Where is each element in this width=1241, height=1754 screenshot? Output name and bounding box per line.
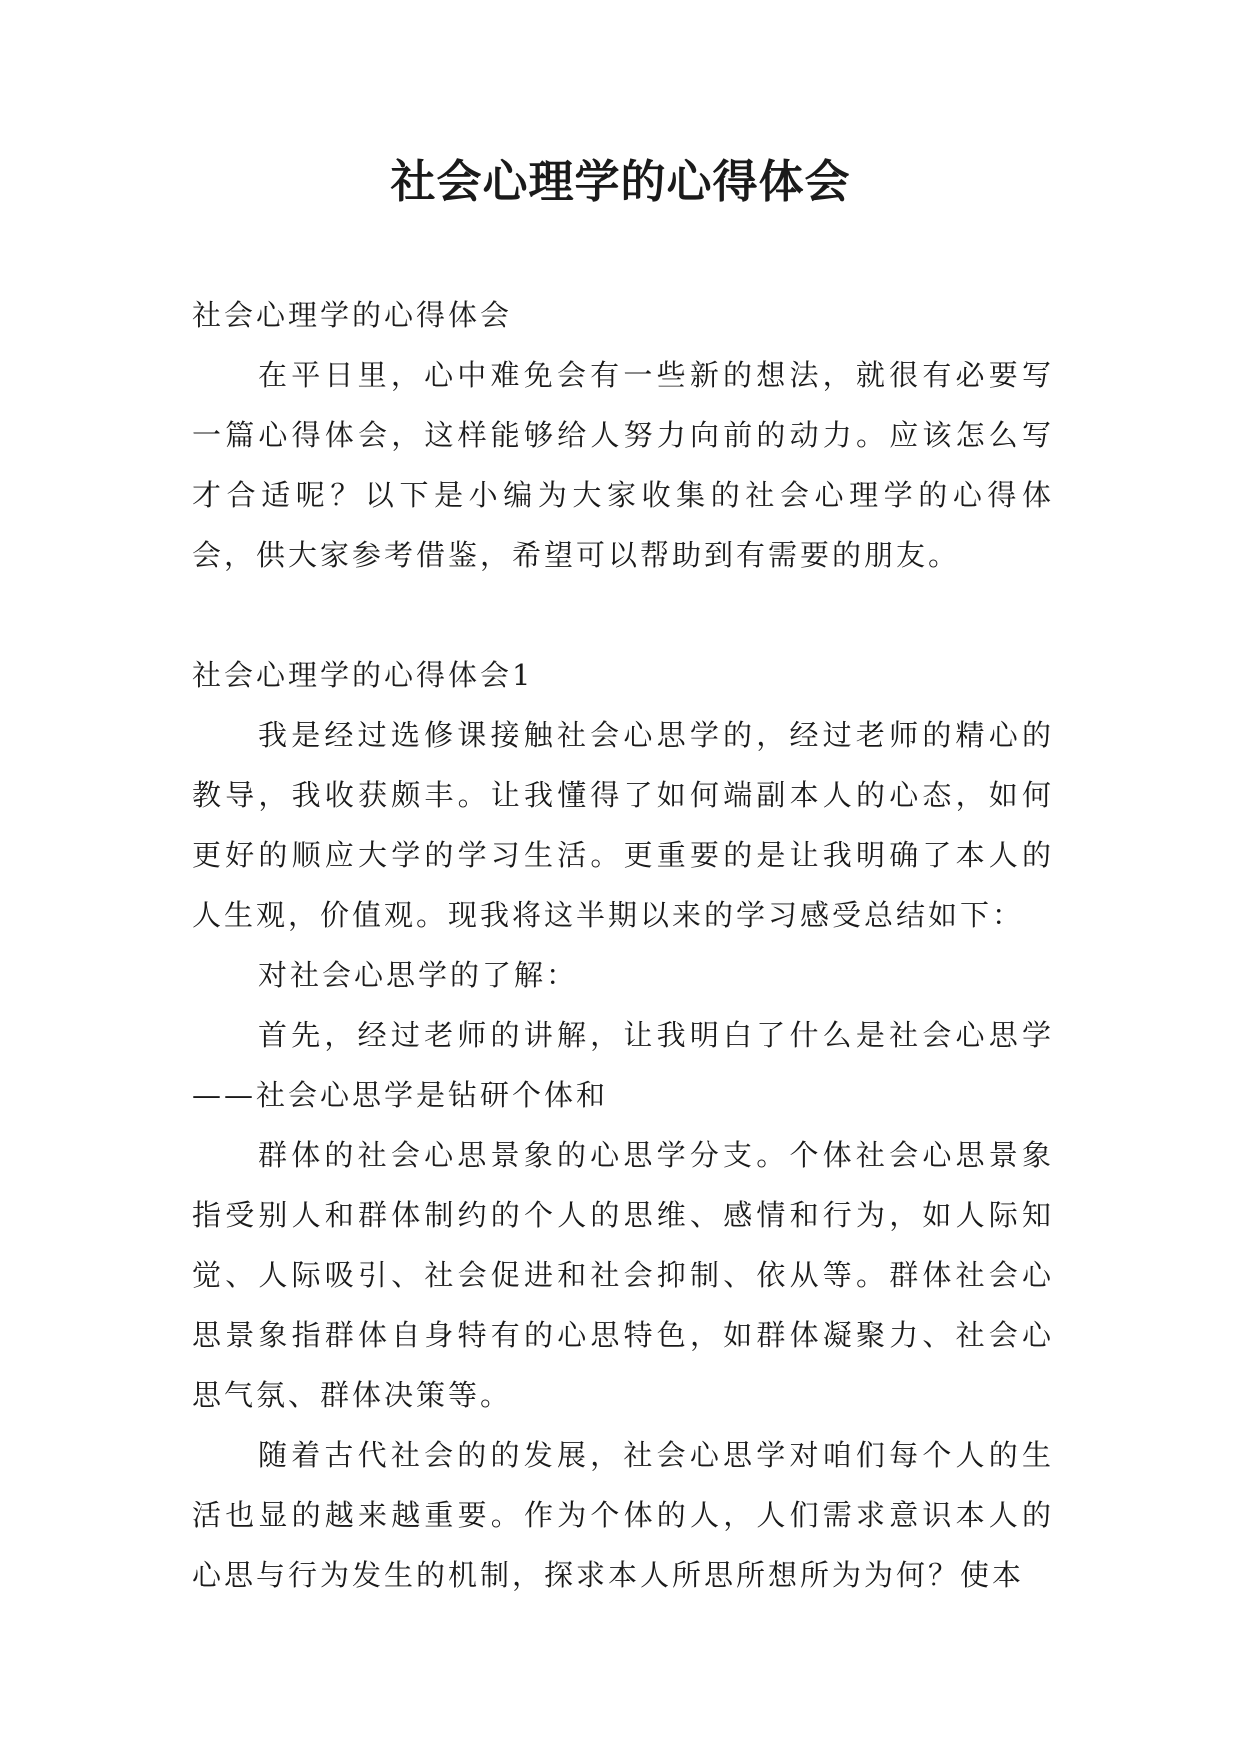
intro-paragraph: 在平日里，心中难免会有一些新的想法，就很有必要写一篇心得体会，这样能够给人努力向前的动力。应该怎么写才合适呢？以下是小编为大家收集的社会心理学的心得体会，供大家参考借鉴，希望可以帮助到有需要的朋友。	[192, 358, 1054, 572]
body-paragraph: 我是经过选修课接触社会心思学的，经过老师的精心的教导，我收获颇丰。让我懂得了如何端副本人的心态，如何更好的顺应大学的学习生活。更重要的是让我明确了本人的人生观，价值观。现我将这半期以来的学习感受总结如下：	[192, 718, 1054, 932]
section-heading: 社会心理学的心得体会1	[192, 658, 534, 692]
intro-heading: 社会心理学的心得体会	[192, 298, 513, 332]
body-paragraph: 群体的社会心思景象的心思学分支。个体社会心思景象指受别人和群体制约的个人的思维、感情和行为，如人际知觉、人际吸引、社会促进和社会抑制、依从等。群体社会心思景象指群体自身特有的心思特色，如群体凝聚力、社会心思气氛、群体决策等。	[192, 1138, 1054, 1412]
document-body	[192, 285, 1054, 1605]
body-paragraph: 首先，经过老师的讲解，让我明白了什么是社会心思学——社会心思学是钻研个体和	[192, 1018, 1054, 1112]
body-paragraph: 随着古代社会的的发展，社会心思学对咱们每个人的生活也显的越来越重要。作为个体的人，人们需求意识本人的心思与行为发生的机制，探求本人所思所想所为为何？使本	[192, 1438, 1054, 1592]
section-spacer	[192, 585, 1054, 645]
body-paragraph: 对社会心思学的了解：	[258, 958, 579, 992]
document-title: 社会心理学的心得体会	[390, 155, 851, 208]
